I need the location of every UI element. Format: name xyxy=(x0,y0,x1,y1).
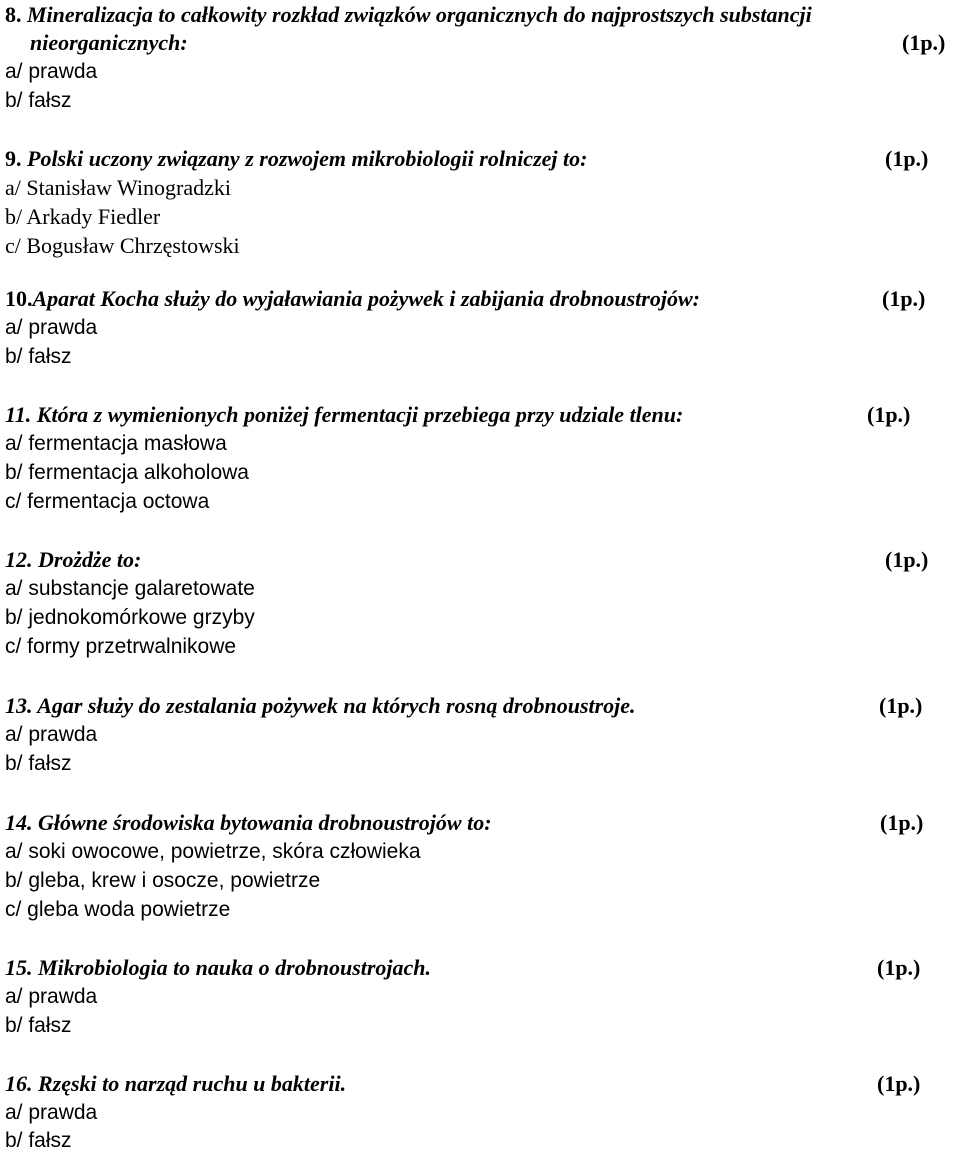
question-11-option-a: a/ fermentacja masłowa xyxy=(5,432,227,455)
question-15-points: (1p.) xyxy=(877,955,921,980)
question-10-text: Aparat Kocha służy do wyjaławiania pożywek i zabijania drobnoustrojów: xyxy=(32,286,700,311)
question-9-option-c: c/ Bogusław Chrzęstowski xyxy=(5,233,240,258)
question-8-text-line1: Mineralizacja to całkowity rozkład związków organicznych do najprostszych substancji xyxy=(27,2,812,27)
question-15-text: Mikrobiologia to nauka o drobnoustrojach. xyxy=(38,955,432,980)
question-14-option-c: c/ gleba woda powietrze xyxy=(5,898,231,921)
question-12-heading xyxy=(5,545,960,574)
question-15-heading xyxy=(5,953,960,982)
question-12-text: Drożdże to: xyxy=(38,547,142,572)
question-10-number: 10. xyxy=(5,286,33,311)
question-10-heading xyxy=(5,284,960,313)
question-13-points: (1p.) xyxy=(879,693,923,718)
question-9-points: (1p.) xyxy=(885,146,929,171)
question-10-option-a: a/ prawda xyxy=(5,316,98,339)
question-16-heading xyxy=(5,1069,960,1098)
question-9-heading xyxy=(5,144,960,173)
question-10-option-b: b/ fałsz xyxy=(5,345,72,368)
question-8-points: (1p.) xyxy=(902,30,946,55)
question-8-heading xyxy=(5,0,960,29)
question-15-option-b: b/ fałsz xyxy=(5,1014,72,1037)
question-12-option-c: c/ formy przetrwalnikowe xyxy=(5,635,237,658)
question-13-option-b: b/ fałsz xyxy=(5,752,72,775)
question-16-points: (1p.) xyxy=(877,1071,921,1096)
question-12-number: 12. xyxy=(5,547,33,572)
question-10-points: (1p.) xyxy=(882,286,926,311)
question-11-heading xyxy=(5,400,960,429)
question-11-number: 11. xyxy=(5,402,32,427)
question-11-option-c: c/ fermentacja octowa xyxy=(5,490,210,513)
question-9-option-b: b/ Arkady Fiedler xyxy=(5,204,161,229)
question-14-option-a: a/ soki owocowe, powietrze, skóra człowieka xyxy=(5,840,421,863)
question-8-text-line2-row xyxy=(30,28,960,57)
question-13-text: Agar służy do zestalania pożywek na których rosną drobnoustroje. xyxy=(37,693,636,718)
question-8-text-line2: nieorganicznych: xyxy=(30,30,188,55)
question-15-option-a: a/ prawda xyxy=(5,985,98,1008)
question-16-option-a: a/ prawda xyxy=(5,1101,98,1124)
question-12-points: (1p.) xyxy=(885,547,929,572)
question-13-option-a: a/ prawda xyxy=(5,723,98,746)
question-11-option-b: b/ fermentacja alkoholowa xyxy=(5,461,249,484)
question-14-number: 14. xyxy=(5,810,33,835)
question-14-text: Główne środowiska bytowania drobnoustrojów to: xyxy=(38,810,492,835)
question-16-text: Rzęski to narząd ruchu u bakterii. xyxy=(38,1071,347,1096)
question-9-option-a: a/ Stanisław Winogradzki xyxy=(5,175,231,200)
question-14-option-b: b/ gleba, krew i osocze, powietrze xyxy=(5,869,321,892)
question-13-heading xyxy=(5,691,960,720)
question-9-number: 9. xyxy=(5,146,22,171)
question-11-text: Która z wymienionych poniżej fermentacji przebiega przy udziale tlenu: xyxy=(36,402,684,427)
question-14-points: (1p.) xyxy=(880,810,924,835)
question-16-option-b: b/ fałsz xyxy=(5,1129,72,1152)
question-8-number: 8. xyxy=(5,2,22,27)
question-12-option-b: b/ jednokomórkowe grzyby xyxy=(5,606,255,629)
question-11-points: (1p.) xyxy=(867,402,911,427)
question-14-heading xyxy=(5,808,960,837)
question-9-text: Polski uczony związany z rozwojem mikrobiologii rolniczej to: xyxy=(27,146,588,171)
question-16-number: 16. xyxy=(5,1071,33,1096)
question-8-option-a: a/ prawda xyxy=(5,60,98,83)
question-15-number: 15. xyxy=(5,955,33,980)
question-12-option-a: a/ substancje galaretowate xyxy=(5,577,255,600)
question-13-number: 13. xyxy=(5,693,33,718)
question-8-option-b: b/ fałsz xyxy=(5,89,72,112)
